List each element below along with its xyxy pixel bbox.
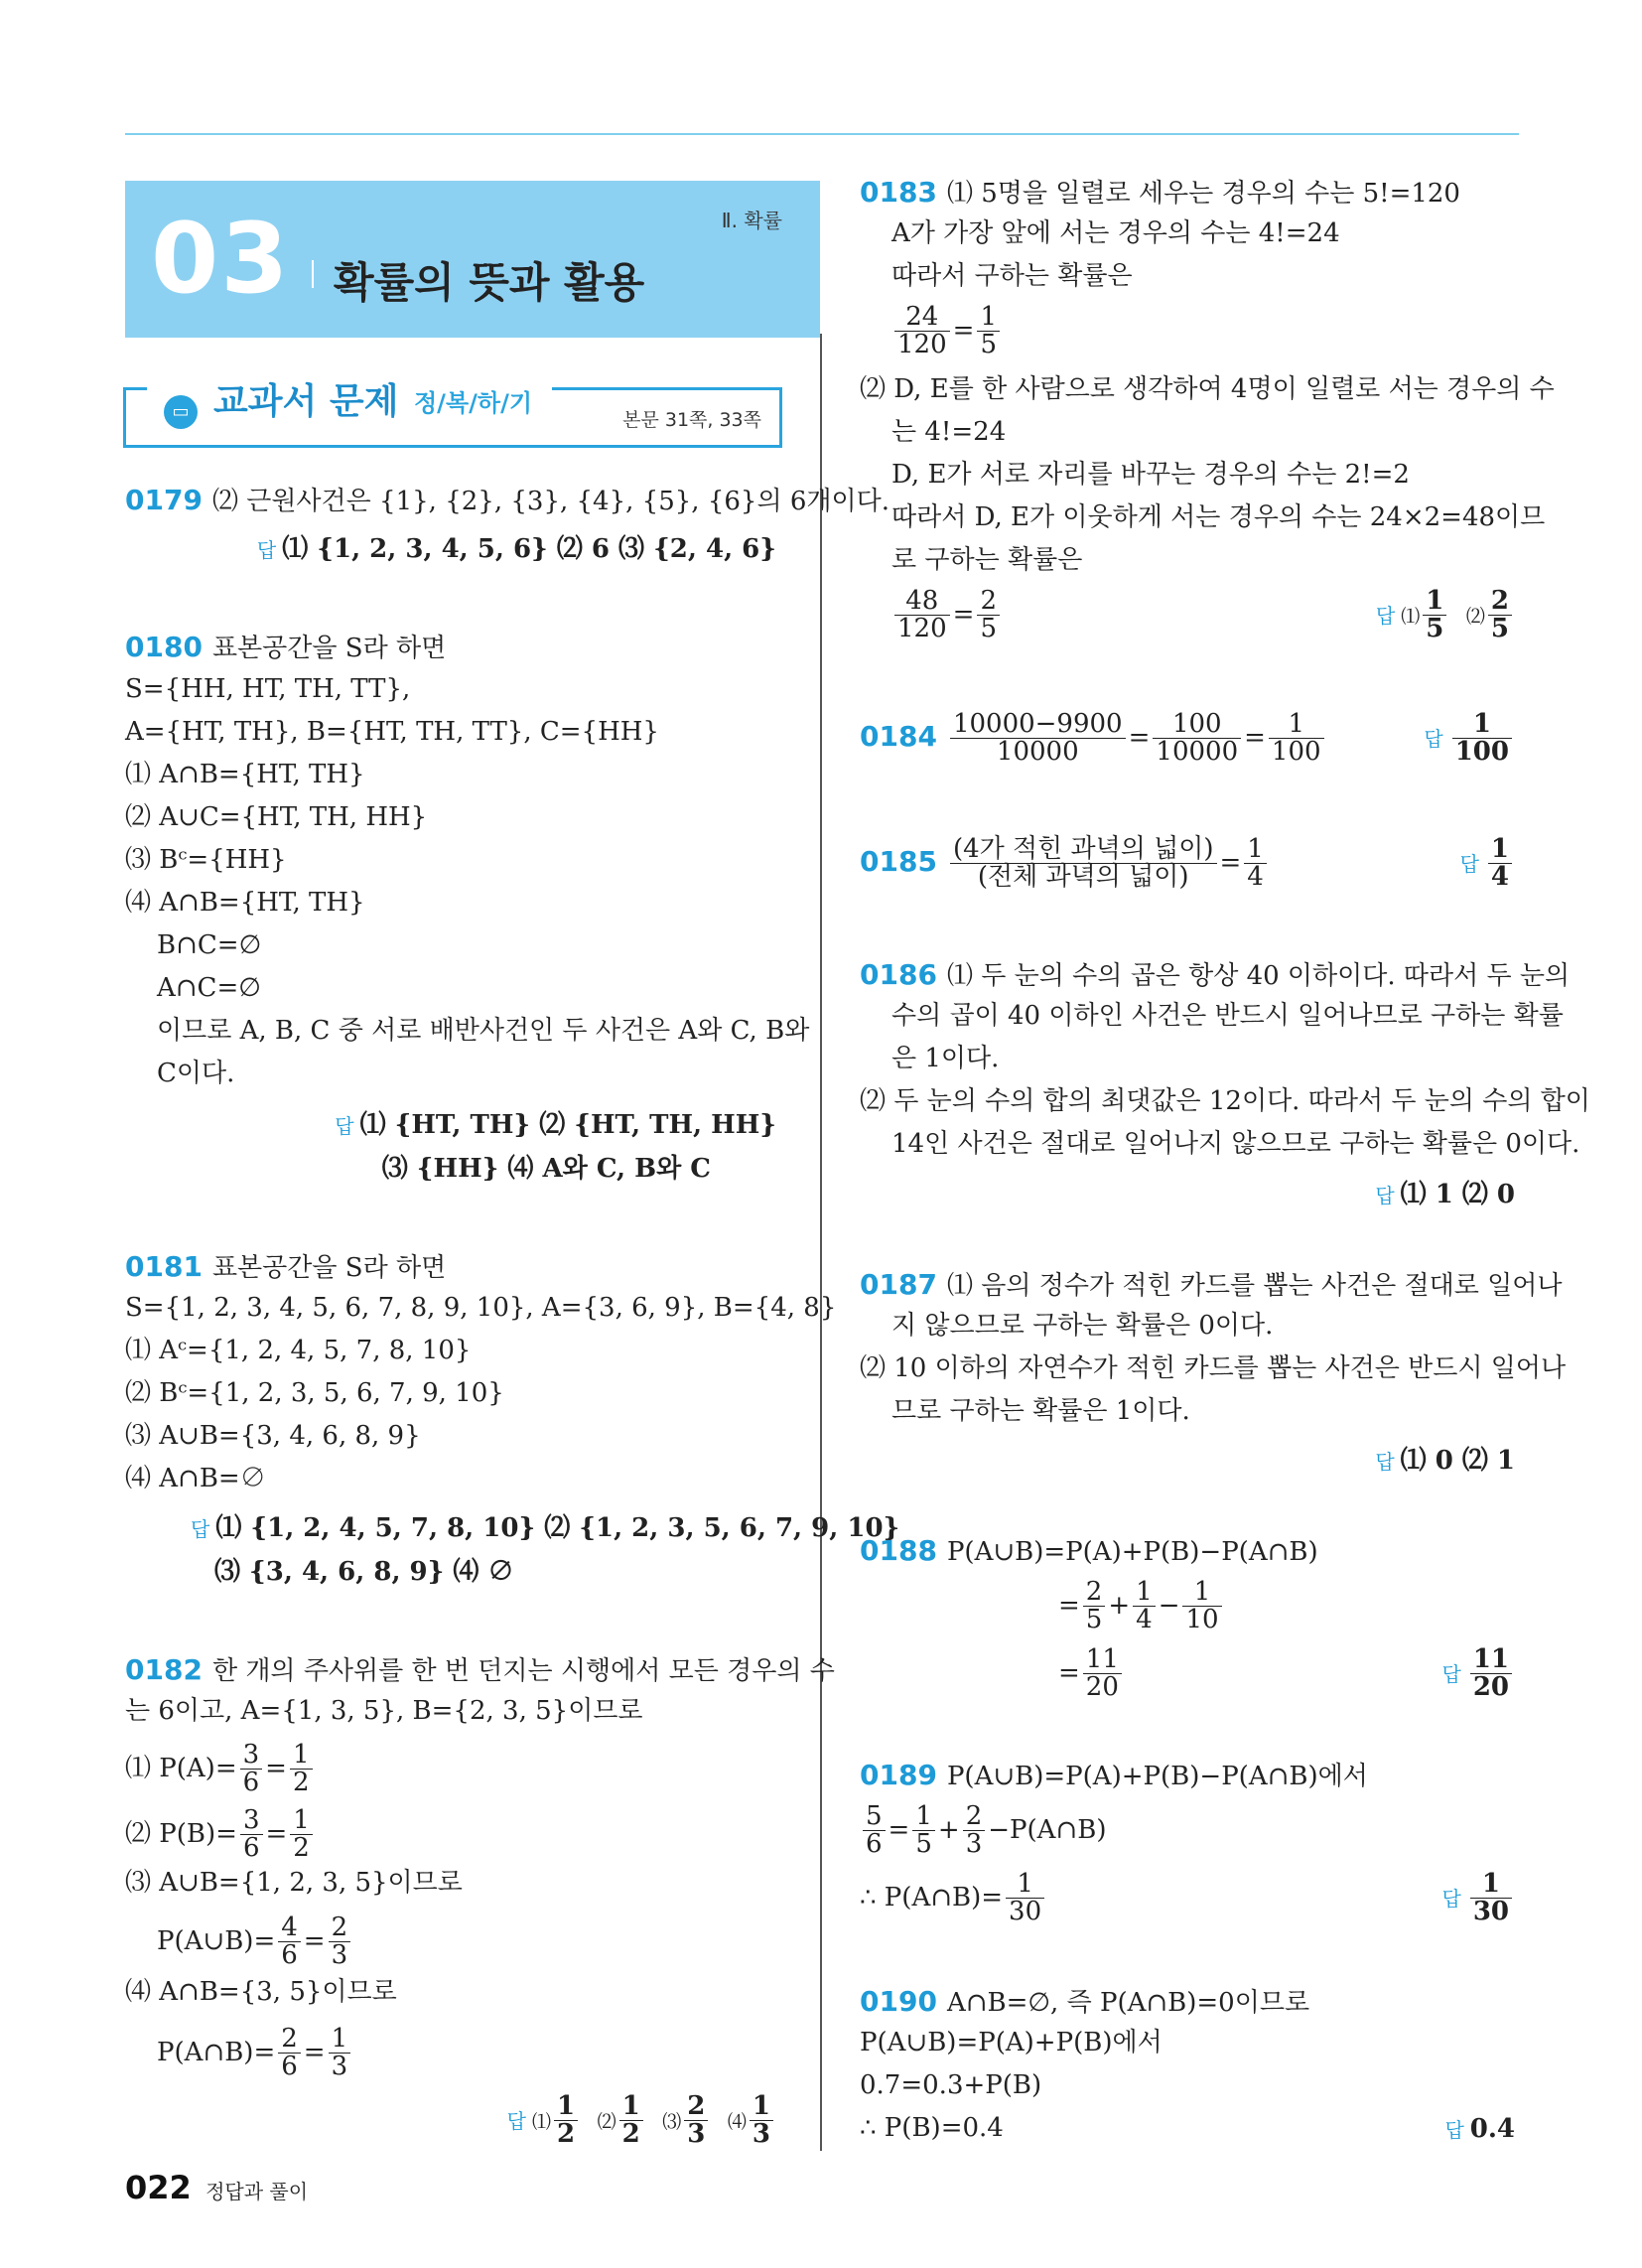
problem-line: 는 4!=24 [891, 417, 1007, 447]
problem-line: 0182 한 개의 주사위를 한 번 던지는 시행에서 모든 경우의 수 [125, 1653, 835, 1686]
answer: ⑶ {HH} ⑷ A와 C, B와 C [381, 1154, 711, 1184]
section-subtitle: 정/복/하/기 [410, 383, 536, 418]
fraction: $\frac{1}{100}$ [1269, 711, 1324, 767]
answer-marker: 답 [1459, 851, 1479, 876]
problem-number: 0184 [860, 719, 937, 753]
fraction: $\frac{1}{5}$ [912, 1803, 935, 1859]
problem-number: 0180 [125, 631, 203, 663]
problem-line: = $\frac{11}{20}$ [1058, 1646, 1125, 1702]
problem-number: 0188 [860, 1534, 937, 1567]
problem-line: 0189 P(A∪B)=P(A)+P(B)−P(A∩B)에서 [860, 1759, 1368, 1791]
problem-line: ⑴ P(A)= $\frac{3}{6}$ = $\frac{1}{2}$ [125, 1742, 316, 1797]
fraction: $\frac{3}{6}$ [240, 1742, 263, 1797]
problem-line: ⑵ P(B)= $\frac{3}{6}$ = $\frac{1}{2}$ [125, 1807, 316, 1863]
fraction: $\frac{2}{3}$ [963, 1803, 986, 1859]
page-footer [125, 2169, 308, 2206]
problem-line: P(A∪B)=P(A)+P(B)에서 [860, 2028, 1163, 2057]
page-number: 022 [125, 2169, 192, 2206]
answer: 답 $\frac{1}{30}$ [1441, 1871, 1515, 1926]
fraction: $\frac{5}{6}$ [863, 1803, 886, 1859]
problem-line: 0183 ⑴ 5명을 일렬로 세우는 경우의 수는 5!=120 [860, 176, 1460, 209]
problem-line: ⑶ Bᶜ={HH} [125, 845, 287, 875]
fraction: $\frac{1}{30}$ [1006, 1871, 1044, 1926]
answer: 답 ⑴ 0 ⑵ 1 [1375, 1446, 1515, 1476]
answer: 답 $\frac{1}{4}$ [1460, 836, 1515, 892]
problem-line: ⑶ A∪B={3, 4, 6, 8, 9} [125, 1421, 421, 1451]
banner-separator [312, 260, 314, 288]
problem-line: ⑵ Bᶜ={1, 2, 3, 5, 6, 7, 9, 10} [125, 1378, 504, 1408]
fraction: $\frac{1}{5}$ [977, 304, 1000, 359]
fraction: $\frac{11}{20}$ [1083, 1646, 1122, 1702]
fraction: $\frac{1}{3}$ [329, 2026, 351, 2081]
answer: 답 $\frac{1}{100}$ [1424, 711, 1515, 767]
problem-line: 따라서 구하는 확률은 [891, 261, 1133, 291]
chapter-title: 확률의 뜻과 활용 [334, 258, 645, 307]
top-rule [125, 133, 1519, 135]
fraction: $\frac{2}{3}$ [329, 1914, 351, 1970]
problem-line: ⑵ 10 이하의 자연수가 적힌 카드를 뽑는 사건은 반드시 일어나 [860, 1353, 1567, 1383]
chapter-number: 03 [151, 203, 291, 316]
chapter-banner [125, 181, 820, 338]
fraction: $\frac{48}{120}$ [894, 588, 950, 643]
problem-line: ⑵ 두 눈의 수의 합의 최댓값은 12이다. 따라서 두 눈의 수의 합이 [860, 1086, 1590, 1116]
answer-marker: 답 [191, 1517, 210, 1541]
problem-line: ⑴ Aᶜ={1, 2, 4, 5, 7, 8, 10} [125, 1336, 472, 1365]
answer: 답 ⑴ {HT, TH} ⑵ {HT, TH, HH} [335, 1110, 776, 1140]
answer: 답 ⑴ $\frac{1}{5}$ ⑵ $\frac{2}{5}$ [1376, 588, 1515, 643]
answer-marker: 답 [1375, 1184, 1395, 1207]
problem-line: ⑵ A∪C={HT, TH, HH} [125, 802, 428, 832]
footer-label: 정답과 풀이 [205, 2180, 309, 2203]
answer-marker: 답 [1441, 1886, 1461, 1911]
problem-line: 14인 사건은 절대로 일어나지 않으므로 구하는 확률은 0이다. [891, 1129, 1580, 1159]
problem-line: C이다. [157, 1059, 235, 1088]
problem-line: 0186 ⑴ 두 눈의 수의 곱은 항상 40 이하이다. 따라서 두 눈의 [860, 958, 1571, 991]
column-divider [820, 334, 822, 2151]
problem-line: 0185 (4가 적힌 과녁의 넓이) (전체 과녁의 넓이) = $\frac{1}{4}$ [860, 836, 1270, 892]
problem-line: ⑶ A∪B={1, 2, 3, 5}이므로 [125, 1868, 463, 1898]
fraction: $\frac{2}{6}$ [278, 2026, 301, 2081]
problem-number: 0186 [860, 958, 937, 991]
problem-line: ∴ P(A∩B)= $\frac{1}{30}$ [860, 1871, 1047, 1926]
problem-line: ⑵ D, E를 한 사람으로 생각하여 4명이 일렬로 서는 경우의 수 [860, 374, 1555, 404]
problem-line: ⑷ A∩B=∅ [125, 1464, 266, 1493]
answer: 답 ⑴ {1, 2, 4, 5, 7, 8, 10} ⑵ {1, 2, 3, 5, 6, 7, 9, 10} [191, 1513, 900, 1543]
problem-line: 0187 ⑴ 음의 정수가 적힌 카드를 뽑는 사건은 절대로 일어나 [860, 1268, 1563, 1301]
problem-line: S={1, 2, 3, 4, 5, 6, 7, 8, 9, 10}, A={3, 6, 9}, B={4, 8} [125, 1293, 837, 1323]
fraction: $\frac{1}{4}$ [1133, 1579, 1156, 1634]
problem-line: S={HH, HT, TH, TT}, [125, 674, 411, 704]
fraction: $\frac{4}{6}$ [278, 1914, 301, 1970]
fraction: $\frac{2}{5}$ [977, 588, 1000, 643]
fraction: $\frac{1}{4}$ [1244, 836, 1267, 892]
problem-line: 지 않으므로 구하는 확률은 0이다. [891, 1311, 1274, 1341]
problem-line: 따라서 D, E가 이웃하게 서는 경우의 수는 24×2=48이므 [891, 502, 1546, 532]
problem-line: ⑴ A∩B={HT, TH} [125, 760, 365, 789]
fraction: $\frac{3}{6}$ [240, 1807, 263, 1863]
problem-line: D, E가 서로 자리를 바꾸는 경우의 수는 2!=2 [891, 460, 1410, 490]
problem-line: P(A∩B)= $\frac{2}{6}$ = $\frac{1}{3}$ [157, 2026, 353, 2081]
problem-line: = $\frac{2}{5}$ + $\frac{1}{4}$ − $\frac{1}{10}$ [1058, 1579, 1225, 1634]
problem-line: 수의 곱이 40 이하인 사건은 반드시 일어나므로 구하는 확률 [891, 1001, 1564, 1031]
section-title-box [123, 381, 782, 448]
problem-line: ∴ P(B)=0.4 [860, 2113, 1004, 2143]
problem-number: 0187 [860, 1268, 937, 1301]
fraction: $\frac{10000-9900}{10000}$ [950, 711, 1126, 767]
problem-line: 이므로 A, B, C 중 서로 배반사건인 두 사건은 A와 C, B와 [157, 1016, 810, 1046]
section-title: 교과서 문제 [209, 373, 402, 424]
answer-marker: 답 [1424, 726, 1443, 751]
answer-marker: 답 [1444, 2118, 1464, 2142]
problem-line: 0184 $\frac{10000-9900}{10000}$ = $\frac{100}{10000}$ = $\frac{1}{100}$ [860, 711, 1327, 767]
fraction: $\frac{1}{2}$ [290, 1742, 313, 1797]
answer: 답 ⑴ 1 ⑵ 0 [1375, 1180, 1515, 1209]
answer-marker: 답 [335, 1114, 354, 1138]
problem-line: 0181 표본공간을 S라 하면 [125, 1250, 447, 1283]
fraction: $\frac{2}{5}$ [1083, 1579, 1106, 1634]
problem-line: 0.7=0.3+P(B) [860, 2070, 1042, 2100]
problem-line: 는 6이고, A={1, 3, 5}, B={2, 3, 5}이므로 [125, 1696, 643, 1726]
problem-number: 0189 [860, 1759, 937, 1791]
section-reference: 본문 31쪽, 33쪽 [622, 409, 761, 431]
fraction: $\frac{1}{10}$ [1182, 1579, 1221, 1634]
problem-line: 0179 ⑵ 근원사건은 {1}, {2}, {3}, {4}, {5}, {6}의 6개이다. [125, 484, 889, 516]
book-icon: ▭ [164, 395, 198, 429]
answer: 답 ⑴ $\frac{1}{2}$ ⑵ $\frac{1}{2}$ ⑶ $\frac{2}{3}$ ⑷ $\frac{1}{3}$ [507, 2093, 776, 2149]
problem-number: 0179 [125, 484, 203, 516]
problem-line: $\frac{24}{120}$ = $\frac{1}{5}$ [891, 304, 1003, 359]
problem-number: 0181 [125, 1250, 203, 1283]
unit-label: Ⅱ. 확률 [721, 209, 782, 232]
problem-number: 0182 [125, 1653, 203, 1686]
problem-line: A가 가장 앞에 서는 경우의 수는 4!=24 [891, 218, 1340, 248]
problem-line: ⑷ A∩B={HT, TH} [125, 888, 365, 918]
problem-line: A∩C=∅ [157, 973, 261, 1003]
answer: ⑶ {3, 4, 6, 8, 9} ⑷ ∅ [214, 1557, 514, 1587]
problem-line: A={HT, TH}, B={HT, TH, TT}, C={HH} [125, 717, 659, 747]
problem-line: 0188 P(A∪B)=P(A)+P(B)−P(A∩B) [860, 1534, 1318, 1567]
problem-number: 0183 [860, 176, 937, 209]
fraction: $\frac{24}{120}$ [894, 304, 950, 359]
answer: 답 $\frac{11}{20}$ [1441, 1646, 1515, 1702]
problem-line: 므로 구하는 확률은 1이다. [891, 1396, 1190, 1426]
problem-line: $\frac{5}{6}$ = $\frac{1}{5}$ + $\frac{2}{3}$ −P(A∩B) [860, 1803, 1106, 1859]
problem-line: 0190 A∩B=∅, 즉 P(A∩B)=0이므로 [860, 1985, 1310, 2018]
fraction: $\frac{100}{10000}$ [1153, 711, 1241, 767]
problem-number: 0185 [860, 844, 937, 878]
fraction: $\frac{1}{2}$ [290, 1807, 313, 1863]
problem-line: 은 1이다. [891, 1044, 1000, 1073]
answer-marker: 답 [1375, 1450, 1395, 1474]
problem-line: ⑷ A∩B={3, 5}이므로 [125, 1977, 397, 2007]
problem-line: $\frac{48}{120}$ = $\frac{2}{5}$ [891, 588, 1003, 643]
answer-marker: 답 [256, 538, 277, 562]
problem-line: P(A∪B)= $\frac{4}{6}$ = $\frac{2}{3}$ [157, 1914, 353, 1970]
fraction: (4가 적힌 과녁의 넓이) (전체 과녁의 넓이) [950, 836, 1217, 892]
answer-marker: 답 [1375, 603, 1396, 628]
answer: 답 ⑴ {1, 2, 3, 4, 5, 6} ⑵ 6 ⑶ {2, 4, 6} [256, 534, 776, 564]
problem-line: 로 구하는 확률은 [891, 545, 1083, 575]
problem-line: B∩C=∅ [157, 930, 262, 960]
answer-marker: 답 [1441, 1661, 1461, 1686]
problem-number: 0190 [860, 1985, 937, 2018]
problem-line: 0180 표본공간을 S라 하면 [125, 631, 447, 663]
answer: 답 0.4 [1444, 2114, 1515, 2144]
answer-marker: 답 [506, 2108, 526, 2133]
